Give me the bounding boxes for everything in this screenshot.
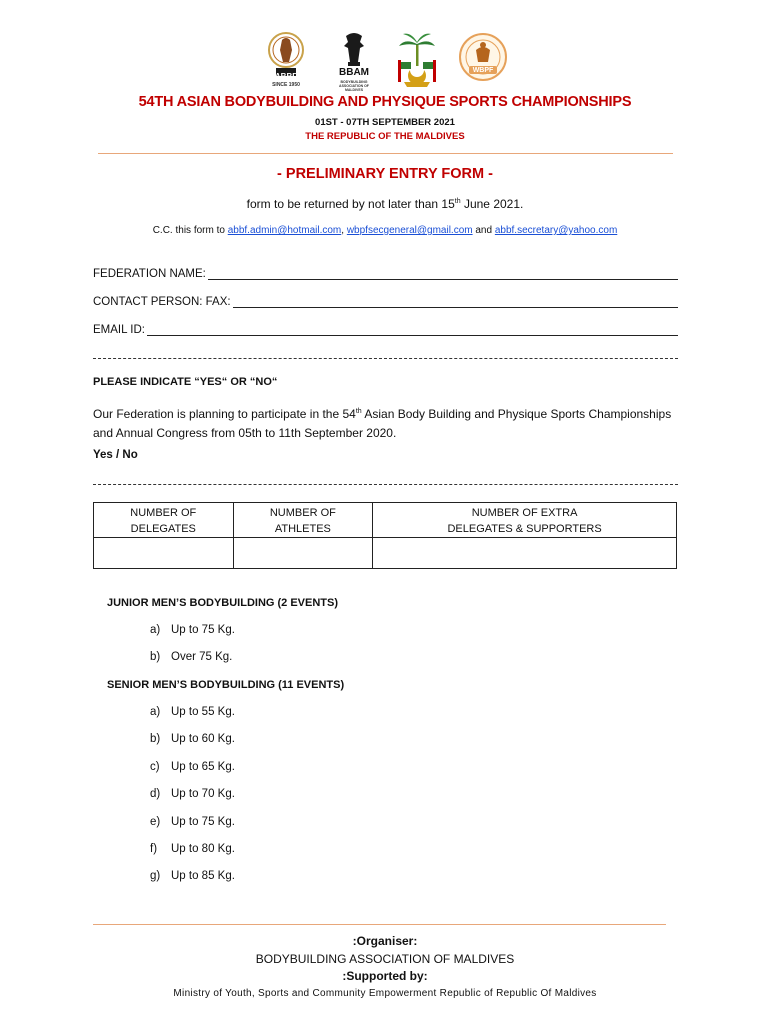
cc-separator: , bbox=[341, 225, 347, 236]
delegates-header-line1: NUMBER OF bbox=[130, 507, 197, 519]
list-item-letter: g) bbox=[150, 870, 161, 882]
table-input-row bbox=[94, 538, 677, 569]
list-item-label: Up to 85 Kg. bbox=[171, 870, 235, 882]
extra-header-line1: NUMBER OF EXTRA bbox=[471, 507, 578, 519]
email-link-abbf-admin[interactable]: abbf.admin@hotmail.com bbox=[227, 225, 342, 236]
list-item-letter: f) bbox=[150, 843, 158, 855]
delegates-count-cell[interactable] bbox=[94, 538, 234, 569]
participation-statement bbox=[93, 402, 683, 443]
email-link-abbf-secretary[interactable]: abbf.secretary@yahoo.com bbox=[494, 225, 618, 236]
list-item bbox=[150, 843, 235, 855]
cc-separator-and: and bbox=[472, 225, 495, 236]
abbf-logo-subtext: SINCE 1950 bbox=[272, 82, 300, 88]
extra-delegates-header bbox=[373, 503, 677, 538]
yes-no-choice[interactable]: Yes / No bbox=[93, 449, 138, 461]
list-item bbox=[150, 761, 235, 773]
bbam-logo bbox=[330, 30, 378, 92]
delegates-header bbox=[94, 503, 234, 538]
list-item bbox=[150, 733, 235, 745]
bodybuilder-figure-icon bbox=[330, 30, 378, 70]
athletes-header bbox=[233, 503, 373, 538]
return-deadline-suffix: June 2021. bbox=[460, 197, 524, 211]
list-item-letter: a) bbox=[150, 624, 161, 636]
bbam-logo-subtext: BODYBUILDING ASSOCIATION OF MALDIVES bbox=[339, 80, 369, 92]
supported-label: :Supported by: bbox=[342, 969, 428, 983]
list-item-label: Up to 75 Kg. bbox=[171, 624, 235, 636]
email-link-wbpf-secgeneral[interactable]: wbpfsecgeneral@gmail.com bbox=[346, 225, 473, 236]
senior-category-heading: SENIOR MEN’S BODYBUILDING (11 EVENTS) bbox=[107, 679, 345, 691]
championship-dates: 01ST - 07TH SEPTEMBER 2021 bbox=[315, 117, 455, 128]
contact-person-field[interactable] bbox=[93, 296, 678, 308]
abbf-logo-text: ABBF bbox=[274, 72, 298, 81]
palm-crescent-emblem-icon bbox=[396, 30, 438, 90]
logo-row bbox=[0, 30, 770, 94]
list-item-label: Up to 75 Kg. bbox=[171, 816, 235, 828]
entry-counts-table bbox=[93, 502, 677, 569]
list-item bbox=[150, 624, 235, 636]
championship-location: THE REPUBLIC OF THE MALDIVES bbox=[305, 131, 465, 142]
maldives-emblem bbox=[396, 30, 438, 90]
cc-instructions bbox=[0, 225, 770, 236]
participation-prefix: Our Federation is planning to participate in the 54 bbox=[93, 407, 356, 421]
championship-title: 54TH ASIAN BODYBUILDING AND PHYSIQUE SPORTS CHAMPIONSHIPS bbox=[138, 94, 632, 110]
list-item-label: Up to 70 Kg. bbox=[171, 788, 235, 800]
list-item-letter: c) bbox=[150, 761, 160, 773]
footer-divider bbox=[93, 924, 666, 925]
list-item bbox=[150, 788, 235, 800]
list-item-label: Over 75 Kg. bbox=[171, 651, 233, 663]
list-item bbox=[150, 706, 235, 718]
wbpf-emblem-icon bbox=[458, 30, 508, 86]
extra-header-line2: DELEGATES & SUPPORTERS bbox=[447, 523, 602, 535]
header-divider bbox=[98, 153, 673, 154]
list-item bbox=[150, 870, 235, 882]
list-item bbox=[150, 816, 235, 828]
wbpf-logo bbox=[458, 30, 508, 86]
cc-prefix: C.C. this form to bbox=[152, 225, 228, 236]
junior-category-heading: JUNIOR MEN’S BODYBUILDING (2 EVENTS) bbox=[107, 597, 339, 609]
return-deadline bbox=[0, 197, 770, 211]
federation-name-blank[interactable] bbox=[208, 269, 678, 280]
abbf-logo bbox=[262, 30, 310, 86]
bbam-logo-text: BBAM bbox=[339, 67, 369, 78]
delegates-header-line2: DELEGATES bbox=[130, 523, 196, 535]
federation-name-field[interactable] bbox=[93, 268, 678, 280]
return-deadline-sup: th bbox=[454, 198, 461, 205]
dashed-divider-2 bbox=[93, 484, 678, 485]
contact-person-label: CONTACT PERSON: FAX: bbox=[93, 296, 231, 308]
contact-person-blank[interactable] bbox=[233, 297, 678, 308]
list-item-letter: d) bbox=[150, 788, 161, 800]
athletes-count-cell[interactable] bbox=[233, 538, 373, 569]
list-item-label: Up to 80 Kg. bbox=[171, 843, 235, 855]
organiser-label: :Organiser: bbox=[352, 934, 418, 948]
list-item-letter: b) bbox=[150, 651, 161, 663]
list-item-letter: e) bbox=[150, 816, 161, 828]
return-deadline-prefix: form to be returned by not later than 15 bbox=[246, 197, 455, 211]
participation-suffix: Asian Body Building and Physique Sports Championships and Annual Congress from 05th to 11th September 2020. bbox=[93, 407, 672, 440]
table-header-row bbox=[94, 503, 677, 538]
email-id-blank[interactable] bbox=[147, 325, 678, 336]
federation-name-label: FEDERATION NAME: bbox=[93, 268, 206, 280]
wbpf-logo-text: WBPF bbox=[472, 67, 494, 74]
email-id-label: EMAIL ID: bbox=[93, 324, 145, 336]
athletes-header-line1: NUMBER OF bbox=[269, 507, 336, 519]
form-title: - PRELIMINARY ENTRY FORM - bbox=[277, 166, 493, 182]
list-item bbox=[150, 651, 232, 663]
supporter-ministry: Ministry of Youth, Sports and Community Empowerment Republic of Republic Of Maldives bbox=[173, 988, 597, 999]
list-item-label: Up to 60 Kg. bbox=[171, 733, 235, 745]
list-item-label: Up to 65 Kg. bbox=[171, 761, 235, 773]
athletes-header-line2: ATHLETES bbox=[274, 523, 331, 535]
dashed-divider bbox=[93, 358, 678, 359]
participation-sup: th bbox=[355, 408, 362, 415]
list-item-label: Up to 55 Kg. bbox=[171, 706, 235, 718]
list-item-letter: b) bbox=[150, 733, 161, 745]
organiser-name: BODYBUILDING ASSOCIATION OF MALDIVES bbox=[255, 952, 515, 966]
indicate-heading: PLEASE INDICATE “YES“ OR “NO“ bbox=[93, 376, 278, 388]
list-item-letter: a) bbox=[150, 706, 161, 718]
extra-delegates-count-cell[interactable] bbox=[373, 538, 677, 569]
email-id-field[interactable] bbox=[93, 324, 678, 336]
